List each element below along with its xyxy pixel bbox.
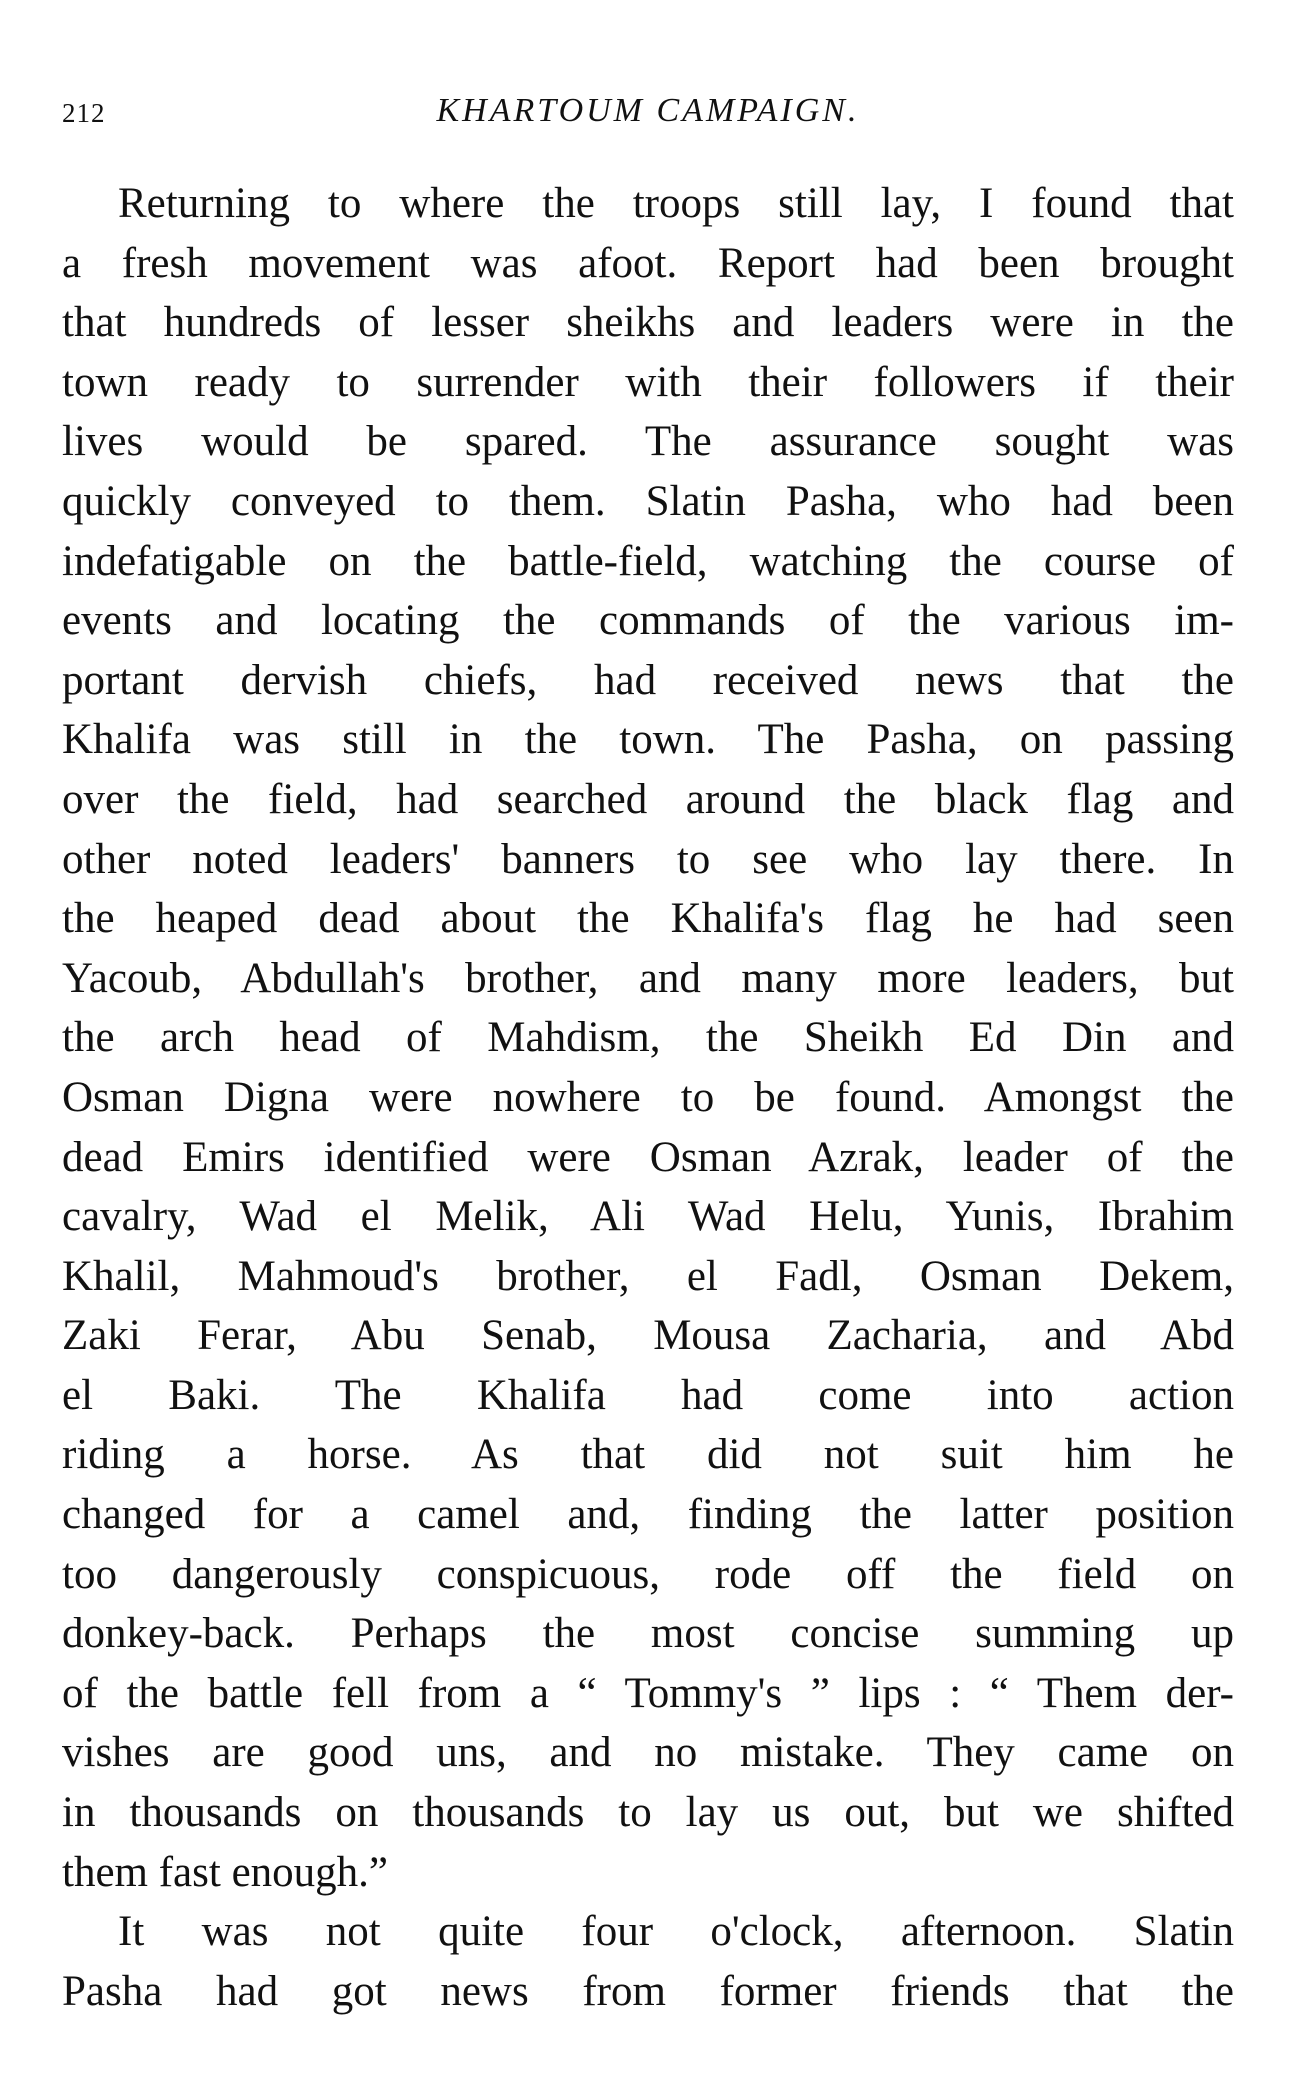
page-number: 212	[62, 98, 106, 128]
text-line: the arch head of Mahdism, the Sheikh Ed Din and	[62, 1014, 1234, 1062]
text-line: too dangerously conspicuous, rode off the field on	[62, 1550, 1234, 1598]
text-line: changed for a camel and, finding the latter position	[62, 1491, 1234, 1539]
text-line: the heaped dead about the Khalifa's flag he had seen	[62, 895, 1234, 943]
paragraph	[62, 1902, 1234, 2021]
text-line: lives would be spared. The assurance sought was	[62, 418, 1234, 466]
text-line: cavalry, Wad el Melik, Ali Wad Helu, Yunis, Ibrahim	[62, 1193, 1234, 1241]
text-line: events and locating the commands of the various im-	[62, 597, 1234, 645]
text-line: el Baki. The Khalifa had come into action	[62, 1371, 1234, 1419]
body-text	[62, 174, 1234, 2021]
text-line: over the field, had searched around the black flag and	[62, 775, 1234, 823]
text-line: riding a horse. As that did not suit him he	[62, 1431, 1234, 1479]
text-line: Pasha had got news from former friends that the	[62, 1967, 1234, 2015]
page-header	[62, 92, 1234, 132]
text-line: Zaki Ferar, Abu Senab, Mousa Zacharia, and Abd	[62, 1312, 1234, 1360]
text-line: Khalifa was still in the town. The Pasha, on passing	[62, 716, 1234, 764]
text-line: quickly conveyed to them. Slatin Pasha, who had been	[62, 477, 1234, 525]
text-line: Yacoub, Abdullah's brother, and many more leaders, but	[62, 954, 1234, 1002]
text-line: It was not quite four o'clock, afternoon. Slatin	[118, 1908, 1234, 1956]
text-line: a fresh movement was afoot. Report had been brought	[62, 239, 1234, 287]
text-line: portant dervish chiefs, had received news that the	[62, 656, 1234, 704]
text-line: them fast enough.”	[62, 1848, 388, 1896]
text-line: Khalil, Mahmoud's brother, el Fadl, Osman Dekem,	[62, 1252, 1234, 1300]
paragraph	[62, 174, 1234, 1902]
text-line: donkey-back. Perhaps the most concise summing up	[62, 1610, 1234, 1658]
text-line: that hundreds of lesser sheikhs and leaders were in the	[62, 299, 1234, 347]
text-line: Osman Digna were nowhere to be found. Amongst the	[62, 1073, 1234, 1121]
text-line: of the battle fell from a “ Tommy's ” lips : “ Them der-	[62, 1669, 1234, 1717]
text-line: Returning to where the troops still lay, I found that	[118, 180, 1234, 227]
text-line: indefatigable on the battle-field, watching the course of	[62, 537, 1234, 585]
text-line: other noted leaders' banners to see who lay there. In	[62, 835, 1234, 883]
text-line: town ready to surrender with their followers if their	[62, 358, 1234, 406]
running-head: KHARTOUM CAMPAIGN.	[436, 92, 860, 129]
text-line: dead Emirs identified were Osman Azrak, leader of the	[62, 1133, 1234, 1181]
text-line: in thousands on thousands to lay us out, but we shifted	[62, 1789, 1234, 1837]
text-line: vishes are good uns, and no mistake. They came on	[62, 1729, 1234, 1777]
